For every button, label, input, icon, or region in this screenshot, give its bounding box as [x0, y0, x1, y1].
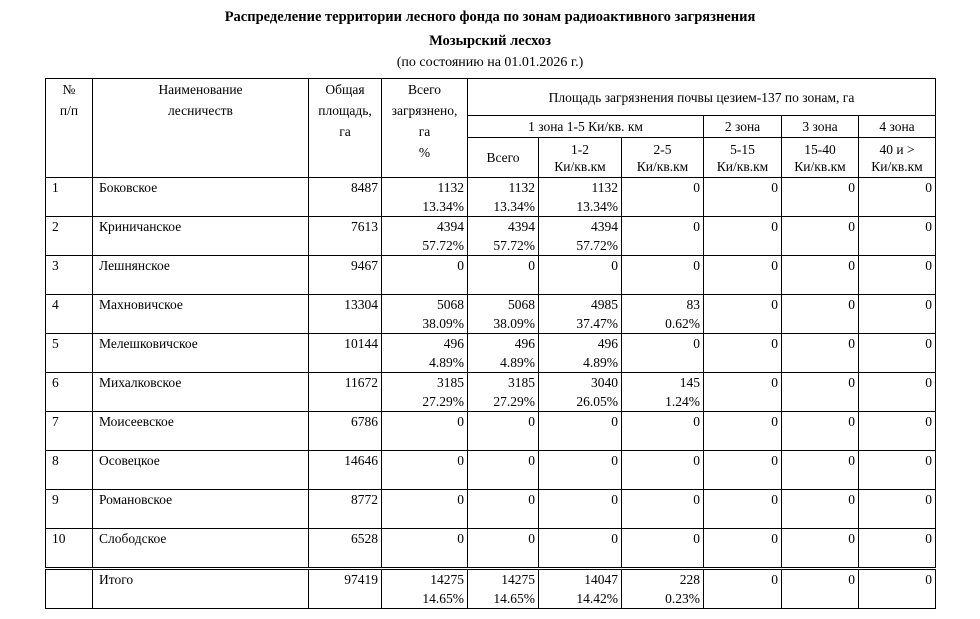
cell-number: [46, 334, 93, 373]
cell-zone3: [782, 569, 859, 609]
cell-value: 0: [925, 531, 932, 546]
cell-number: [46, 451, 93, 490]
cell-number: [46, 529, 93, 569]
cell-value: 10144: [344, 336, 378, 351]
cell-value: 6528: [351, 531, 378, 546]
cell-name: [93, 490, 309, 529]
cell-value: 14275: [430, 572, 464, 587]
cell-percent: 38.09%: [493, 316, 535, 331]
cell-zone1-range-a: [539, 490, 622, 529]
cell-value: 0: [848, 531, 855, 546]
cell-zone4: [859, 412, 936, 451]
cell-contaminated: [382, 334, 468, 373]
cell-zone1-range-b: [622, 256, 704, 295]
cell-value: 9: [52, 492, 59, 507]
cell-value: 0: [457, 453, 464, 468]
cell-value: 0: [848, 414, 855, 429]
cell-number: [46, 490, 93, 529]
cell-value: 7613: [351, 219, 378, 234]
cell-zone4: [859, 295, 936, 334]
cell-value: 0: [925, 219, 932, 234]
cell-value: 0: [848, 572, 855, 587]
cell-zone1-range-b: [622, 373, 704, 412]
col-header-area: Общая площадь, га: [309, 79, 382, 178]
cell-zone2: [704, 373, 782, 412]
cell-value: Итого: [99, 572, 134, 587]
cell-contaminated: [382, 490, 468, 529]
col-header-zones: Площадь загрязнения почвы цезием-137 по зонам, га: [468, 79, 936, 116]
col-header-zone2-range: 5-15 Ки/кв.км: [704, 138, 782, 178]
cell-value: 0: [693, 258, 700, 273]
col-header-zone3-range: 15-40 Ки/кв.км: [782, 138, 859, 178]
cell-zone1-range-a: [539, 451, 622, 490]
table-row: [46, 490, 936, 529]
cell-zone1-range-b: [622, 178, 704, 217]
cell-value: 0: [925, 258, 932, 273]
table-body: [46, 178, 936, 609]
col-header-contaminated: Всего загрязнено, га %: [382, 79, 468, 178]
cell-value: 0: [848, 336, 855, 351]
cell-value: Лешнянское: [99, 258, 170, 273]
cell-zone3: [782, 334, 859, 373]
cell-zone1-range-b: [622, 529, 704, 569]
cell-value: 13304: [344, 297, 378, 312]
cell-value: 0: [611, 258, 618, 273]
col-header-zone3: 3 зона: [782, 116, 859, 138]
cell-zone3: [782, 217, 859, 256]
cell-area: [309, 217, 382, 256]
cell-zone2: [704, 178, 782, 217]
cell-value: 8772: [351, 492, 378, 507]
cell-value: 9467: [351, 258, 378, 273]
col-header-zone4-range: 40 и > Ки/кв.км: [859, 138, 936, 178]
cell-area: [309, 490, 382, 529]
cell-zone1-range-a: [539, 178, 622, 217]
cell-value: 3040: [591, 375, 618, 390]
cell-value: 0: [771, 219, 778, 234]
cell-zone1-total: [468, 295, 539, 334]
cell-zone2: [704, 412, 782, 451]
cell-zone1-total: [468, 373, 539, 412]
cell-value: 6: [52, 375, 59, 390]
cell-value: 10: [52, 531, 66, 546]
cell-value: 4394: [508, 219, 535, 234]
cell-value: 0: [693, 492, 700, 507]
cell-value: 0: [771, 336, 778, 351]
cell-value: 0: [848, 492, 855, 507]
cell-number: [46, 569, 93, 609]
cell-name: [93, 217, 309, 256]
cell-number: [46, 256, 93, 295]
cell-value: 0: [771, 414, 778, 429]
col-header-name: Наименование лесничеств: [93, 79, 309, 178]
cell-zone4: [859, 451, 936, 490]
cell-zone1-total: [468, 451, 539, 490]
cell-zone1-range-b: [622, 490, 704, 529]
cell-zone1-range-b: [622, 451, 704, 490]
cell-value: 0: [611, 453, 618, 468]
cell-area: [309, 412, 382, 451]
cell-value: 0: [848, 180, 855, 195]
cell-value: 0: [528, 414, 535, 429]
cell-zone4: [859, 178, 936, 217]
cell-value: Михалковское: [99, 375, 182, 390]
table-row: [46, 412, 936, 451]
cell-zone1-range-a: [539, 373, 622, 412]
col-header-zone1-range-b: 2-5 Ки/кв.км: [622, 138, 704, 178]
cell-zone1-range-a: [539, 529, 622, 569]
cell-zone1-total: [468, 569, 539, 609]
cell-value: 83: [686, 297, 700, 312]
cell-percent: 14.65%: [422, 591, 464, 606]
table-row: [46, 529, 936, 569]
cell-zone4: [859, 373, 936, 412]
cell-value: 0: [771, 258, 778, 273]
cell-value: 4394: [591, 219, 618, 234]
cell-value: Моисеевское: [99, 414, 174, 429]
cell-value: 5068: [437, 297, 464, 312]
cell-percent: 38.09%: [422, 316, 464, 331]
cell-value: 14047: [584, 572, 618, 587]
cell-zone4: [859, 256, 936, 295]
cell-value: 0: [848, 258, 855, 273]
cell-zone3: [782, 529, 859, 569]
cell-zone3: [782, 373, 859, 412]
table-row: [46, 334, 936, 373]
cell-value: 0: [611, 414, 618, 429]
cell-percent: 57.72%: [493, 238, 535, 253]
cell-value: 0: [457, 492, 464, 507]
cell-percent: 0.23%: [665, 591, 700, 606]
col-header-zone1-range-a: 1-2 Ки/кв.км: [539, 138, 622, 178]
cell-value: Романовское: [99, 492, 173, 507]
cell-number: [46, 412, 93, 451]
col-header-zone1-total: Всего: [468, 138, 539, 178]
cell-value: 0: [925, 180, 932, 195]
cell-zone2: [704, 529, 782, 569]
cell-value: 0: [457, 414, 464, 429]
cell-percent: 13.34%: [422, 199, 464, 214]
cell-value: 0: [528, 531, 535, 546]
cell-zone1-range-a: [539, 569, 622, 609]
cell-value: 0: [848, 297, 855, 312]
cell-area: [309, 373, 382, 412]
cell-value: 5068: [508, 297, 535, 312]
cell-name: [93, 295, 309, 334]
col-header-zone1: 1 зона 1-5 Ки/кв. км: [468, 116, 704, 138]
cell-area: [309, 569, 382, 609]
cell-value: 0: [771, 297, 778, 312]
cell-value: 1132: [591, 180, 618, 195]
report-title: Распределение территории лесного фонда по зонам радиоактивного загрязнения: [224, 9, 756, 25]
cell-zone4: [859, 334, 936, 373]
cell-value: 1132: [437, 180, 464, 195]
cell-number: [46, 217, 93, 256]
cell-value: 8487: [351, 180, 378, 195]
cell-zone4: [859, 569, 936, 609]
report-date: (по состоянию на 01.01.2026 г.): [396, 55, 584, 70]
cell-zone1-total: [468, 334, 539, 373]
cell-value: 0: [611, 531, 618, 546]
cell-value: 0: [925, 375, 932, 390]
cell-zone3: [782, 451, 859, 490]
cell-value: 0: [848, 219, 855, 234]
cell-name: [93, 451, 309, 490]
cell-value: 4985: [591, 297, 618, 312]
cell-zone2: [704, 295, 782, 334]
cell-value: 0: [693, 453, 700, 468]
cell-value: 0: [771, 375, 778, 390]
cell-value: 496: [597, 336, 618, 351]
cell-value: 0: [925, 453, 932, 468]
cell-value: Криничанское: [99, 219, 182, 234]
contamination-table: [45, 78, 936, 609]
cell-value: 496: [514, 336, 535, 351]
cell-contaminated: [382, 412, 468, 451]
cell-zone3: [782, 490, 859, 529]
cell-zone3: [782, 256, 859, 295]
cell-value: 0: [848, 375, 855, 390]
table-row: [46, 373, 936, 412]
col-header-zone2: 2 зона: [704, 116, 782, 138]
cell-value: Махновичское: [99, 297, 183, 312]
cell-percent: 57.72%: [576, 238, 618, 253]
cell-name: [93, 569, 309, 609]
cell-value: 3185: [508, 375, 535, 390]
cell-value: 7: [52, 414, 59, 429]
cell-value: 0: [771, 453, 778, 468]
cell-zone3: [782, 178, 859, 217]
cell-zone2: [704, 569, 782, 609]
cell-zone1-range-b: [622, 295, 704, 334]
cell-value: Мелешковичское: [99, 336, 198, 351]
cell-percent: 4.89%: [500, 355, 535, 370]
cell-zone1-total: [468, 178, 539, 217]
cell-value: 0: [528, 453, 535, 468]
cell-percent: 14.42%: [576, 591, 618, 606]
cell-area: [309, 256, 382, 295]
cell-number: [46, 295, 93, 334]
cell-percent: 4.89%: [429, 355, 464, 370]
cell-value: 1: [52, 180, 59, 195]
cell-value: 0: [528, 258, 535, 273]
cell-zone2: [704, 451, 782, 490]
cell-name: [93, 178, 309, 217]
cell-value: 97419: [344, 572, 378, 587]
cell-zone1-total: [468, 256, 539, 295]
cell-zone1-range-b: [622, 569, 704, 609]
cell-value: 0: [611, 492, 618, 507]
cell-zone2: [704, 256, 782, 295]
cell-percent: 1.24%: [665, 394, 700, 409]
cell-value: 0: [925, 336, 932, 351]
cell-value: 0: [693, 219, 700, 234]
cell-area: [309, 178, 382, 217]
cell-zone4: [859, 490, 936, 529]
cell-zone1-range-a: [539, 295, 622, 334]
cell-zone4: [859, 529, 936, 569]
cell-percent: 27.29%: [422, 394, 464, 409]
cell-area: [309, 295, 382, 334]
cell-value: 0: [693, 180, 700, 195]
cell-zone4: [859, 217, 936, 256]
col-header-number: № п/п: [46, 79, 93, 178]
cell-value: 1132: [508, 180, 535, 195]
cell-value: 145: [679, 375, 700, 390]
cell-value: 0: [925, 492, 932, 507]
cell-value: Осовецкое: [99, 453, 160, 468]
cell-percent: 4.89%: [583, 355, 618, 370]
cell-value: 8: [52, 453, 59, 468]
cell-contaminated: [382, 295, 468, 334]
cell-name: [93, 256, 309, 295]
cell-percent: 27.29%: [493, 394, 535, 409]
cell-area: [309, 529, 382, 569]
cell-zone1-range-a: [539, 412, 622, 451]
cell-contaminated: [382, 569, 468, 609]
cell-zone1-range-b: [622, 334, 704, 373]
cell-value: 6786: [351, 414, 378, 429]
cell-area: [309, 451, 382, 490]
cell-value: 228: [679, 572, 700, 587]
cell-value: 0: [925, 414, 932, 429]
cell-value: 0: [528, 492, 535, 507]
cell-contaminated: [382, 178, 468, 217]
cell-value: 0: [693, 414, 700, 429]
cell-value: 11672: [344, 375, 378, 390]
col-header-zone4: 4 зона: [859, 116, 936, 138]
cell-zone2: [704, 217, 782, 256]
cell-name: [93, 529, 309, 569]
cell-value: Слободское: [99, 531, 167, 546]
cell-value: 4394: [437, 219, 464, 234]
total-row: [46, 569, 936, 609]
cell-percent: 14.65%: [493, 591, 535, 606]
cell-contaminated: [382, 256, 468, 295]
cell-zone1-range-a: [539, 217, 622, 256]
cell-percent: 13.34%: [576, 199, 618, 214]
cell-percent: 37.47%: [576, 316, 618, 331]
cell-contaminated: [382, 217, 468, 256]
cell-value: 0: [771, 180, 778, 195]
table-row: [46, 217, 936, 256]
cell-value: 0: [848, 453, 855, 468]
table-row: [46, 178, 936, 217]
cell-zone1-range-a: [539, 334, 622, 373]
cell-value: 14646: [344, 453, 378, 468]
cell-value: 0: [771, 492, 778, 507]
cell-value: 0: [693, 336, 700, 351]
cell-value: 0: [771, 572, 778, 587]
cell-value: 0: [925, 297, 932, 312]
cell-zone1-total: [468, 412, 539, 451]
cell-zone1-range-b: [622, 412, 704, 451]
cell-contaminated: [382, 373, 468, 412]
table-row: [46, 451, 936, 490]
cell-zone1-total: [468, 529, 539, 569]
cell-value: 0: [771, 531, 778, 546]
cell-percent: 13.34%: [493, 199, 535, 214]
cell-value: 14275: [501, 572, 535, 587]
cell-name: [93, 334, 309, 373]
cell-name: [93, 373, 309, 412]
cell-zone2: [704, 334, 782, 373]
cell-value: 0: [457, 258, 464, 273]
cell-zone1-total: [468, 490, 539, 529]
cell-area: [309, 334, 382, 373]
cell-number: [46, 373, 93, 412]
report-subtitle: Мозырский лесхоз: [429, 33, 551, 49]
cell-value: 4: [52, 297, 59, 312]
cell-value: 0: [457, 531, 464, 546]
cell-number: [46, 178, 93, 217]
cell-value: 5: [52, 336, 59, 351]
cell-contaminated: [382, 529, 468, 569]
table-row: [46, 295, 936, 334]
cell-zone1-total: [468, 217, 539, 256]
cell-value: Боковское: [99, 180, 158, 195]
cell-zone1-range-a: [539, 256, 622, 295]
cell-percent: 57.72%: [422, 238, 464, 253]
cell-contaminated: [382, 451, 468, 490]
cell-value: 3: [52, 258, 59, 273]
cell-value: 0: [925, 572, 932, 587]
table-row: [46, 256, 936, 295]
cell-value: 3185: [437, 375, 464, 390]
cell-name: [93, 412, 309, 451]
cell-zone3: [782, 295, 859, 334]
cell-value: 0: [693, 531, 700, 546]
cell-zone2: [704, 490, 782, 529]
cell-percent: 26.05%: [576, 394, 618, 409]
cell-zone3: [782, 412, 859, 451]
cell-percent: 0.62%: [665, 316, 700, 331]
table-header: [46, 79, 936, 178]
cell-zone1-range-b: [622, 217, 704, 256]
cell-value: 2: [52, 219, 59, 234]
cell-value: 496: [443, 336, 464, 351]
